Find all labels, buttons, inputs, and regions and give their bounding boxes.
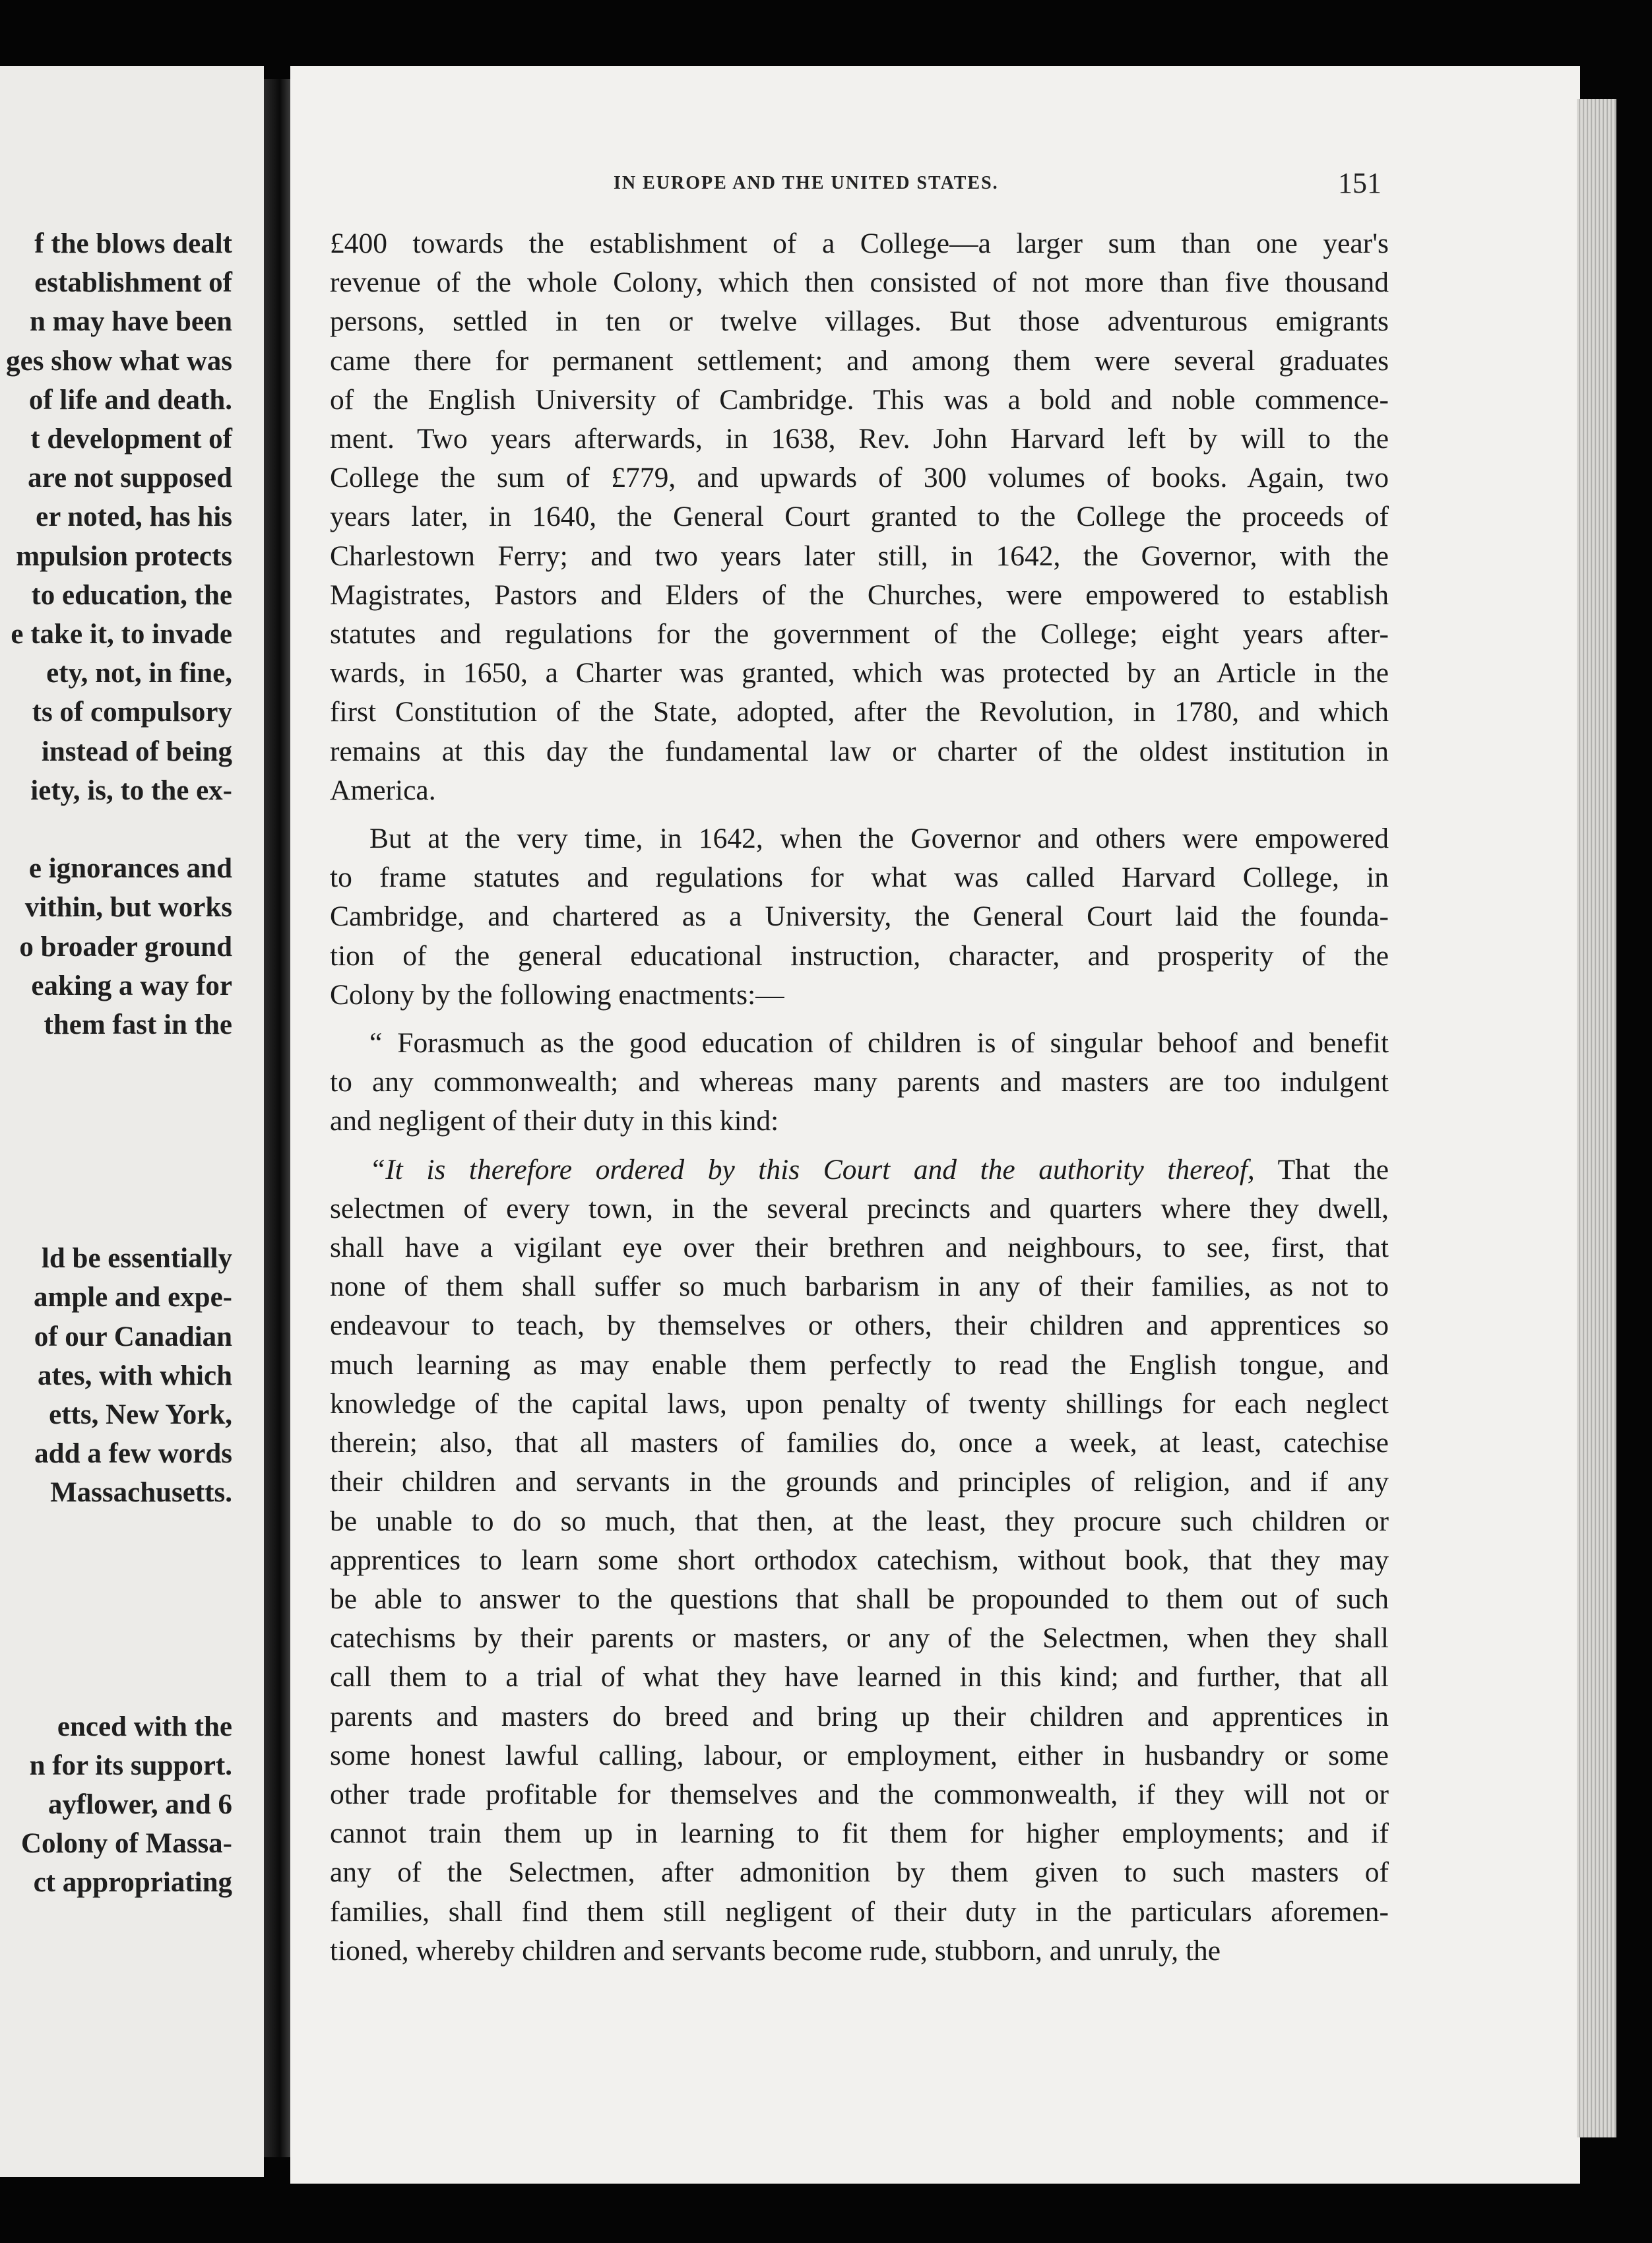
text-line: America. (330, 774, 436, 806)
facing-page (0, 66, 264, 2177)
text-line: years later, in 1640, the General Court granted to the College the proceeds of (330, 501, 1389, 533)
facing-page-line: instead of being (41, 736, 232, 767)
paragraph-quote-forasmuch (330, 1024, 1389, 1141)
facing-page-line: iety, is, to the ex- (30, 774, 232, 806)
text-line: revenue of the whole Colony, which then consisted of not more than five thousand (330, 267, 1389, 299)
text-line: statutes and regulations for the government of the College; eight years after- (330, 618, 1389, 650)
text-line: persons, settled in ten or twelve villages. But those adventurous emigrants (330, 305, 1389, 338)
text-line: other trade profitable for themselves and the commonwealth, if they will not or (330, 1778, 1389, 1810)
text-line: much learning as may enable them perfectly to read the English tongue, and (330, 1348, 1389, 1381)
text-line: tioned, whereby children and servants become rude, stubborn, and unruly, the (330, 1934, 1221, 1967)
facing-page-line: o broader ground (19, 931, 232, 963)
facing-page-spacer (6, 1044, 232, 1239)
text-line: Cambridge, and chartered as a University, the General Court laid the founda- (330, 900, 1389, 933)
facing-page-line: add a few words (34, 1438, 232, 1470)
facing-page-line: of our Canadian (34, 1321, 232, 1352)
facing-page-line: to education, the (31, 579, 232, 611)
paragraph-quote-ordered (330, 1151, 1389, 1971)
facing-page-line: them fast in the (44, 1009, 232, 1041)
facing-page-line: n may have been (30, 306, 232, 338)
order-phrase-continuation: That the (1277, 1153, 1389, 1185)
facing-page-line: mpulsion protects (16, 540, 232, 572)
facing-page-spacer (6, 810, 232, 849)
text-line: cannot train them up in learning to fit them for higher employments; and if (330, 1817, 1389, 1850)
facing-page-text (6, 224, 232, 1903)
italic-order-phrase: “It is therefore ordered by this Court and the authority thereof, (369, 1153, 1255, 1185)
text-line: parents and masters do breed and bring up their children and apprentices in (330, 1700, 1389, 1732)
text-line: Charlestown Ferry; and two years later still, in 1642, the Governor, with the (330, 540, 1389, 572)
text-line: Magistrates, Pastors and Elders of the Churches, were empowered to establish (330, 579, 1389, 611)
facing-page-line: ts of compulsory (32, 697, 232, 728)
text-line: College the sum of £779, and upwards of 300 volumes of books. Again, two (330, 462, 1389, 494)
facing-page-line: ety, not, in fine, (46, 658, 232, 689)
text-line: therein; also, that all masters of families do, once a week, at least, catechise (330, 1427, 1389, 1459)
facing-page-line: n for its support. (29, 1750, 232, 1781)
facing-page-line: establishment of (34, 267, 232, 299)
running-head: IN EUROPE AND THE UNITED STATES. (614, 173, 999, 193)
text-line: tion of the general educational instruction, character, and prosperity of the (330, 939, 1389, 972)
text-line: remains at this day the fundamental law or charter of the oldest institution in (330, 735, 1389, 767)
facing-page-line: ample and expe- (34, 1282, 232, 1313)
text-line: first Constitution of the State, adopted, after the Revolution, in 1780, and which (330, 696, 1389, 728)
paragraph-harvard-founding (330, 224, 1389, 810)
facing-page-line: ates, with which (37, 1360, 232, 1391)
text-line: £400 towards the establishment of a College—a larger sum than one year's (330, 228, 1389, 259)
facing-page-line: er noted, has his (36, 501, 232, 533)
facing-page-line: e ignorances and (28, 853, 232, 885)
text-line: be able to answer to the questions that shall be propounded to them out of such (330, 1583, 1389, 1615)
text-line: selectmen of every town, in the several precincts and quarters where they dwell, (330, 1192, 1389, 1224)
facing-page-line: etts, New York, (49, 1399, 232, 1431)
book-gutter (264, 79, 290, 2157)
facing-page-line: vithin, but works (24, 892, 232, 924)
text-line: and negligent of their duty in this kind: (330, 1105, 779, 1137)
text-line: Colony by the following enactments:— (330, 978, 784, 1011)
text-line: families, shall find them still negligent of their duty in the particulars aforemen- (330, 1895, 1389, 1928)
facing-page-line: Colony of Massa- (20, 1828, 232, 1860)
facing-page-line: Massachusetts. (50, 1477, 232, 1509)
facing-page-line: t development of (30, 424, 232, 455)
text-line: came there for permanent settlement; and among them were several graduates (330, 344, 1389, 377)
facing-page-line: enced with the (57, 1711, 232, 1742)
text-line: their children and servants in the grounds and principles of religion, and if any (330, 1466, 1389, 1498)
text-line: “ Forasmuch as the good education of children is of singular behoof and benefit (369, 1027, 1389, 1059)
text-line: But at the very time, in 1642, when the Governor and others were empowered (369, 823, 1389, 855)
text-line: call them to a trial of what they have learned in this kind; and further, that all (330, 1661, 1389, 1693)
facing-page-line: ct appropriating (33, 1867, 232, 1899)
text-line: any of the Selectmen, after admonition by them given to such masters of (330, 1856, 1389, 1889)
text-line: of the English University of Cambridge. This was a bold and noble commence- (330, 383, 1389, 416)
page-body (330, 224, 1389, 1971)
text-line: wards, in 1650, a Charter was granted, which was protected by an Article in the (330, 657, 1389, 689)
text-line: to frame statutes and regulations for what was called Harvard College, in (330, 862, 1389, 894)
text-line: knowledge of the capital laws, upon penalty of twenty shillings for each neglect (330, 1387, 1389, 1420)
page-number: 151 (1338, 167, 1382, 199)
facing-page-line: ayflower, and 6 (48, 1789, 232, 1821)
text-line: shall have a vigilant eye over their brethren and neighbours, to see, first, that (330, 1232, 1389, 1264)
paragraph-general-court (330, 819, 1389, 1015)
text-line: some honest lawful calling, labour, or employment, either in husbandry or some (330, 1739, 1389, 1771)
facing-page-line: e take it, to invade (11, 619, 232, 650)
text-line: to any commonwealth; and whereas many parents and masters are too indulgent (330, 1066, 1389, 1098)
text-line: endeavour to teach, by themselves or others, their children and apprentices so (330, 1310, 1389, 1342)
page-edges (1577, 99, 1616, 2137)
facing-page-line: ld be essentially (41, 1243, 232, 1275)
facing-page-line: are not supposed (28, 462, 232, 494)
text-line: none of them shall suffer so much barbarism in any of their families, as not to (330, 1271, 1389, 1303)
text-line: catechisms by their parents or masters, or any of the Selectmen, when they shall (330, 1622, 1389, 1655)
text-line: be unable to do so much, that then, at the least, they procure such children or (330, 1505, 1389, 1537)
text-line (330, 1151, 1389, 1189)
facing-page-spacer (6, 1513, 232, 1707)
facing-page-line: ges show what was (6, 345, 232, 377)
text-line: ment. Two years afterwards, in 1638, Rev. John Harvard left by will to the (330, 423, 1389, 455)
facing-page-line: of life and death. (28, 384, 232, 416)
text-line: apprentices to learn some short orthodox catechism, without book, that they may (330, 1544, 1389, 1576)
facing-page-line: eaking a way for (31, 970, 232, 1001)
facing-page-line: f the blows dealt (34, 228, 232, 259)
